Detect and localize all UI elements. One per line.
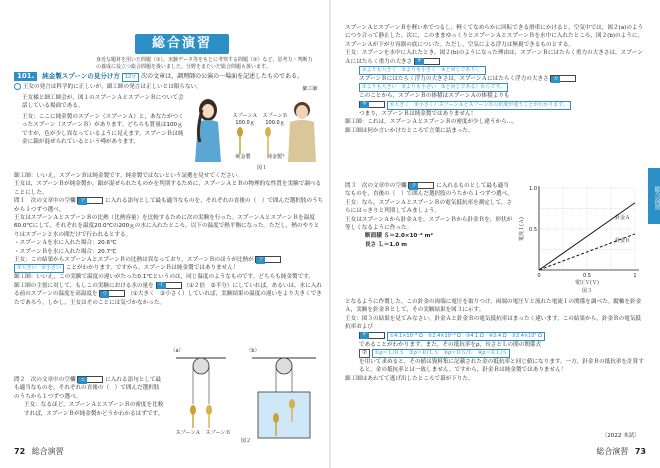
paragraph-2 (22, 113, 186, 147)
left-body-main (14, 172, 324, 307)
question-1 (14, 197, 324, 214)
series-label-b: 針金Ｂ (615, 237, 631, 244)
figure-1-spoon-a-label: スプーンＡ 100.0ｇ (232, 113, 258, 126)
figure-2-label-b: スプーンＢ (205, 430, 231, 436)
right-paragraph-11 (345, 315, 645, 332)
paragraph-8 (14, 282, 324, 307)
figure-1-unknown-label: 純金製？ (266, 154, 287, 160)
paragraph-7: 細工師：いいえ，この実験で温度の違いがたった0.1℃というのは，同じ温度のようなものです。どちらも純金製です。 (14, 274, 314, 281)
right-page-number: 73 (634, 447, 646, 456)
problem-number: 101. (14, 72, 37, 81)
right-paragraph-14: 細工師はあわてて逃げ出したところで幕が下りた。 (345, 375, 474, 382)
right-paragraph-4 (345, 92, 645, 100)
problem-header (14, 72, 324, 82)
bullet-2: ・スプーンＢを水に入れた場合：20.7℃ (14, 248, 117, 255)
water-tank (258, 392, 310, 438)
choice-f: ①4.1×10⁻⁸ Ω ②2.4×10⁻⁸ Ω ③4.1 Ω ④2.4 Ω ⑤2.4×10⁷ Ω (387, 332, 545, 341)
spoon-b-icon (265, 127, 271, 154)
figure-3-caption: 図３ (581, 288, 593, 294)
craftsman-figure (288, 102, 316, 162)
figure-2-label-a: スプーンＡ (175, 430, 201, 436)
figure-1-spoon-b-label: スプーンＢ 100.0ｇ (262, 113, 288, 126)
problem-level-tag: 12分 (122, 73, 139, 82)
right-paragraph-8: 王女：なら，スプーンＡとスプーンＢの電気抵抗率を測定して，さらにはっきりと判別してみましょう。 (345, 199, 513, 215)
right-footer (596, 446, 646, 458)
x-tick-label: 1 (633, 273, 637, 279)
spoon-a-icon (237, 127, 243, 154)
right-paragraph-11-text: 王女：図３の結果を見てみなさい。針金Ａと針金Ｂの電気抵抗率はまったく違います。この結果から，針金Ｂの電気抵抗率および (345, 315, 642, 331)
question-3-block (345, 182, 513, 249)
blank-ke: ケ (359, 332, 385, 339)
x-tick-label: 0.5 (583, 273, 591, 279)
x-axis-label: 電圧Ｖ(Ｖ) (575, 280, 599, 286)
paragraph-3: 細工師：いいえ，スプーンＢは純金製です。純金製ではないという証拠を見せてください。 (14, 173, 243, 179)
question-1-head: 問１ 次の文章中の空欄 (14, 198, 76, 205)
choice-g: ①ρ＝Ｌ/ＲＳ ②ρ＝Ｒ/ＬＳ ③ρ＝ＲＳ/Ｌ ④ρ＝ＲＬ/Ｓ (372, 349, 510, 358)
dimension-area (345, 232, 513, 240)
figure-3-chart (517, 180, 647, 296)
right-paragraph-1: スプーンＡとスプーンＢを軽い糸でつるし，軽くてなめらかに回転できる滑車にかけると，空気中では，図２(a)のようにつり合って静止した。次に，このままゆっくりとスプーンＡとスプーンＢを水中に入れたところ，図２(b)のように，スプーンＡが下がり容器の底についた。ただし，空気による浮力は無視できるものとする。 (345, 25, 644, 48)
paragraph-5: 王女はスプーンＡとスプーンＢの比熱（比熱容量）を比較するために次の実験を行った。スプーンＡとスプーンＢを温度60.0℃にして，それぞれを温度20.0℃の200ｇの水に入れたところ，以下の温度で熱平衡になった。ただし，熱のやりとりはスプーンと水の間だけで行われるとする。 (14, 215, 320, 238)
choice-e-row (345, 101, 645, 110)
right-body-top (345, 24, 645, 135)
note-icon (14, 83, 21, 90)
right-paragraph-9: 王女はスプーンＡから針金Ａを，スプーンＢから針金Ｂを，形状が等しくなるように作った。 (345, 216, 513, 232)
question-2-head: 問２ 次の文章中の空欄 (14, 377, 76, 383)
paragraph-6-text: 王女：この結果からスプーンＡとスプーンＢの比熱は異なっており，スプーンＢのほうが比熱が (14, 257, 254, 264)
right-body-bottom (345, 298, 645, 383)
right-paragraph-5: つまり，スプーンＢは純金製ではありません！ (359, 110, 477, 117)
figure-1-craftsman-label: 細工師 (302, 86, 318, 92)
choice-d: ①よりも大きい ②よりも小さい ③と同じである）からです。 (359, 83, 508, 92)
right-paragraph-7: 細工師は何か言いかけたところで言葉に詰まった。 (345, 127, 474, 134)
question-2-block (14, 376, 164, 418)
paragraph-6-tail: ことがわかります。ですから，スプーンＢは純金製ではありません！ (65, 265, 239, 272)
princess-figure (195, 99, 221, 162)
right-paragraph-3 (345, 75, 645, 83)
blank-o: オ (414, 58, 440, 65)
right-paragraph-2 (345, 49, 645, 66)
dimension-length-label: 長さ (365, 241, 377, 248)
figure-2-sub-a: （a） (170, 348, 184, 354)
question-1-text: に入れる語句として最も適当なものを，それぞれの直後の（ ）で囲んだ選択肢のうちから１つずつ選べ。 (14, 198, 324, 213)
choice-c: ①よりも大きく ②よりも小さく ③と同じであり）， (359, 66, 486, 75)
speaker-label: 王 (22, 113, 28, 120)
y-tick-label: 1.0 (529, 186, 537, 192)
choice-a: ①大きい ②小さい (14, 264, 64, 273)
right-paragraph-2-text: 王女：スプーンを水中に入れたとき，図２(b)のようになった理由は，スプーンＢにはたらく重力の大きさは，スプーンＡにはたらく重力の大きさ (345, 50, 643, 65)
x-tick-label: 0 (537, 273, 541, 279)
left-intro-paragraph (22, 94, 186, 146)
question-2-text: に入れる語句として最も適当なものを，それぞれの直後の（ ）で囲んだ選択肢のうちから１つずつ選べ。 (14, 377, 162, 400)
question-3-head: 問３ 次の文章中の空欄 (345, 183, 407, 189)
paragraph-8-text: 細工師の主張に対して，もしこの実験における水の量を (14, 282, 154, 289)
question-3-text: に入れるものとして最も適当なものを，直後の（ ）で囲んだ選択肢のうちから１つずつ選べ。 (345, 183, 513, 198)
side-tab: 総合演習 (648, 168, 660, 224)
right-paragraph-13: を用いて求めると，その値は資料集に記載された金の抵抗率と同じ値になります。一方，針金Ｂの抵抗率を計算すると，金の抵抗率とは一致しません。ですから，針金Ｂは純金製ではありません！ (359, 359, 644, 374)
blank-u: ウ (99, 290, 125, 297)
figure-1-caption: 図１ (256, 165, 267, 171)
paragraph-2-text: 女：ここに純金製のスプーン（スプーンＡ）と，あなたがつくったスプーン（スプーンＢ）があります。どちらも質量は100ｇですが，色が少し異なっているように見えます。スプーンＢは純金に銀が混ぜられているという噂があります。 (22, 113, 184, 146)
note-text: 王女の発言は科学的に正しいが，細工師の発言は正しいとは限らない。 (22, 84, 202, 90)
choice-c-row (345, 66, 645, 75)
blank-ki: キ (359, 101, 385, 108)
choice-d-row (345, 83, 645, 92)
paragraph-9: 王女：なるほど，スプーンＡとスプーンＢの密度を比較すれば，スプーンＢが純金製かどうかわかるはずです。 (24, 402, 164, 417)
question-2 (14, 376, 164, 401)
left-footer (14, 446, 64, 458)
pulley-b-icon (252, 358, 316, 438)
blank-ku: ク (408, 182, 434, 189)
choice-g-row (345, 349, 645, 358)
problem-title: 純金製スプーンの見分け方 (42, 72, 120, 80)
question-3 (345, 182, 513, 199)
series-label-a: 針金Ａ (615, 214, 631, 221)
right-paragraph-6: 細工師：これは，スプーンＡとスプーンＢの密度が少し違うから…。 (345, 119, 518, 126)
dimension-length-value: Ｌ＝1.0 m (378, 241, 408, 248)
blank-a: ア (77, 197, 103, 204)
paragraph-1: 王女様と細工師会が，図１のスプーンＡとスプーンＢについて会話している場面である。 (22, 95, 184, 110)
problem-lead: 次の文章は，調理師の公演の一場面を記述したものである。 (141, 73, 304, 80)
blank-ka: カ (550, 75, 576, 82)
y-axis-label: 電流Ｉ(Ａ) (519, 217, 525, 241)
choice-g-head: ⑦ (359, 349, 370, 358)
right-paragraph-4-text: このことから，スプーンＢの体積はスプーンＡの体積よりも (359, 93, 510, 100)
right-paragraph-3-text: スプーンＢにはたらく浮力の大きさは，スプーンＡにはたらく浮力の大きさ (359, 76, 549, 83)
source-citation: 〔2022 本試〕 (601, 433, 640, 439)
dimension-length (345, 241, 513, 249)
section-title: 総合演習 (135, 34, 229, 54)
blank-i: イ (156, 282, 182, 289)
left-footer-section: 総合演習 (31, 447, 64, 456)
right-page (331, 0, 660, 468)
right-paragraph-10: となるように作製した。この針金の両端に電圧を取りつけ，両端の電圧Ｖと流れた電流Ｉの関係を調べた。縦軸を針金Ａ，実験を針金Ｂとして，その実験結果を図３に示す。 (345, 299, 642, 314)
left-page-number: 72 (14, 447, 26, 456)
blank-a-inline: ア (255, 256, 281, 263)
left-page (0, 0, 329, 468)
paragraph-6 (14, 256, 324, 273)
dimension-area-value: Ｓ＝2.0×10⁻⁸ m² (383, 233, 433, 240)
right-footer-section: 総合演習 (596, 447, 629, 456)
choice-e: ①大きく ②小さく）スプーンＡとスプーンＢの密度が違うことがわかります。 (387, 101, 571, 110)
bullet-1: ・スプーンＡを水に入れた場合：20.6℃ (14, 240, 117, 247)
paragraph-8-mid: （①２倍 ②半分）にしていれば，あるいは，水に入れる前のスプーンの温度を高温度を (14, 282, 322, 298)
y-tick-label: 0.5 (529, 227, 537, 233)
right-paragraph-12: であることがわかります。また，その抵抗率をρ，長さとＬの間の関係式 (359, 341, 542, 348)
pulley-a-icon (176, 358, 226, 428)
paragraph-4: 王女は，スプーンＢが純金製か，銀が混ぜられたものかを判別するために，スプーンＡとＢの物理的な性質を実験で調べることにした。 (14, 181, 322, 196)
dimension-area-label: 断面積 (365, 233, 382, 240)
figure-2-caption: 図２ (240, 438, 251, 444)
blank-e: エ (77, 376, 103, 383)
figure-2-sub-b: （b） (246, 348, 260, 354)
section-intro: 身近な題材を用いた問題（①），実験データ等をもとに考察する問題（②）など，思考力・判断力の養成に役立つ総合問題を扱いました。分野をまたいだ総合問題も扱います。 (96, 57, 313, 70)
problem-note (14, 83, 324, 91)
paragraph-8-tail: （①大きく ②小さく）していれば，実験結果の温度の違いをより大きくできたであろう。しかし，王女はそのことには気づかなかった。 (14, 291, 322, 306)
choice-f-row (345, 332, 645, 341)
figure-1-gold-label: 純金製 (235, 154, 251, 160)
